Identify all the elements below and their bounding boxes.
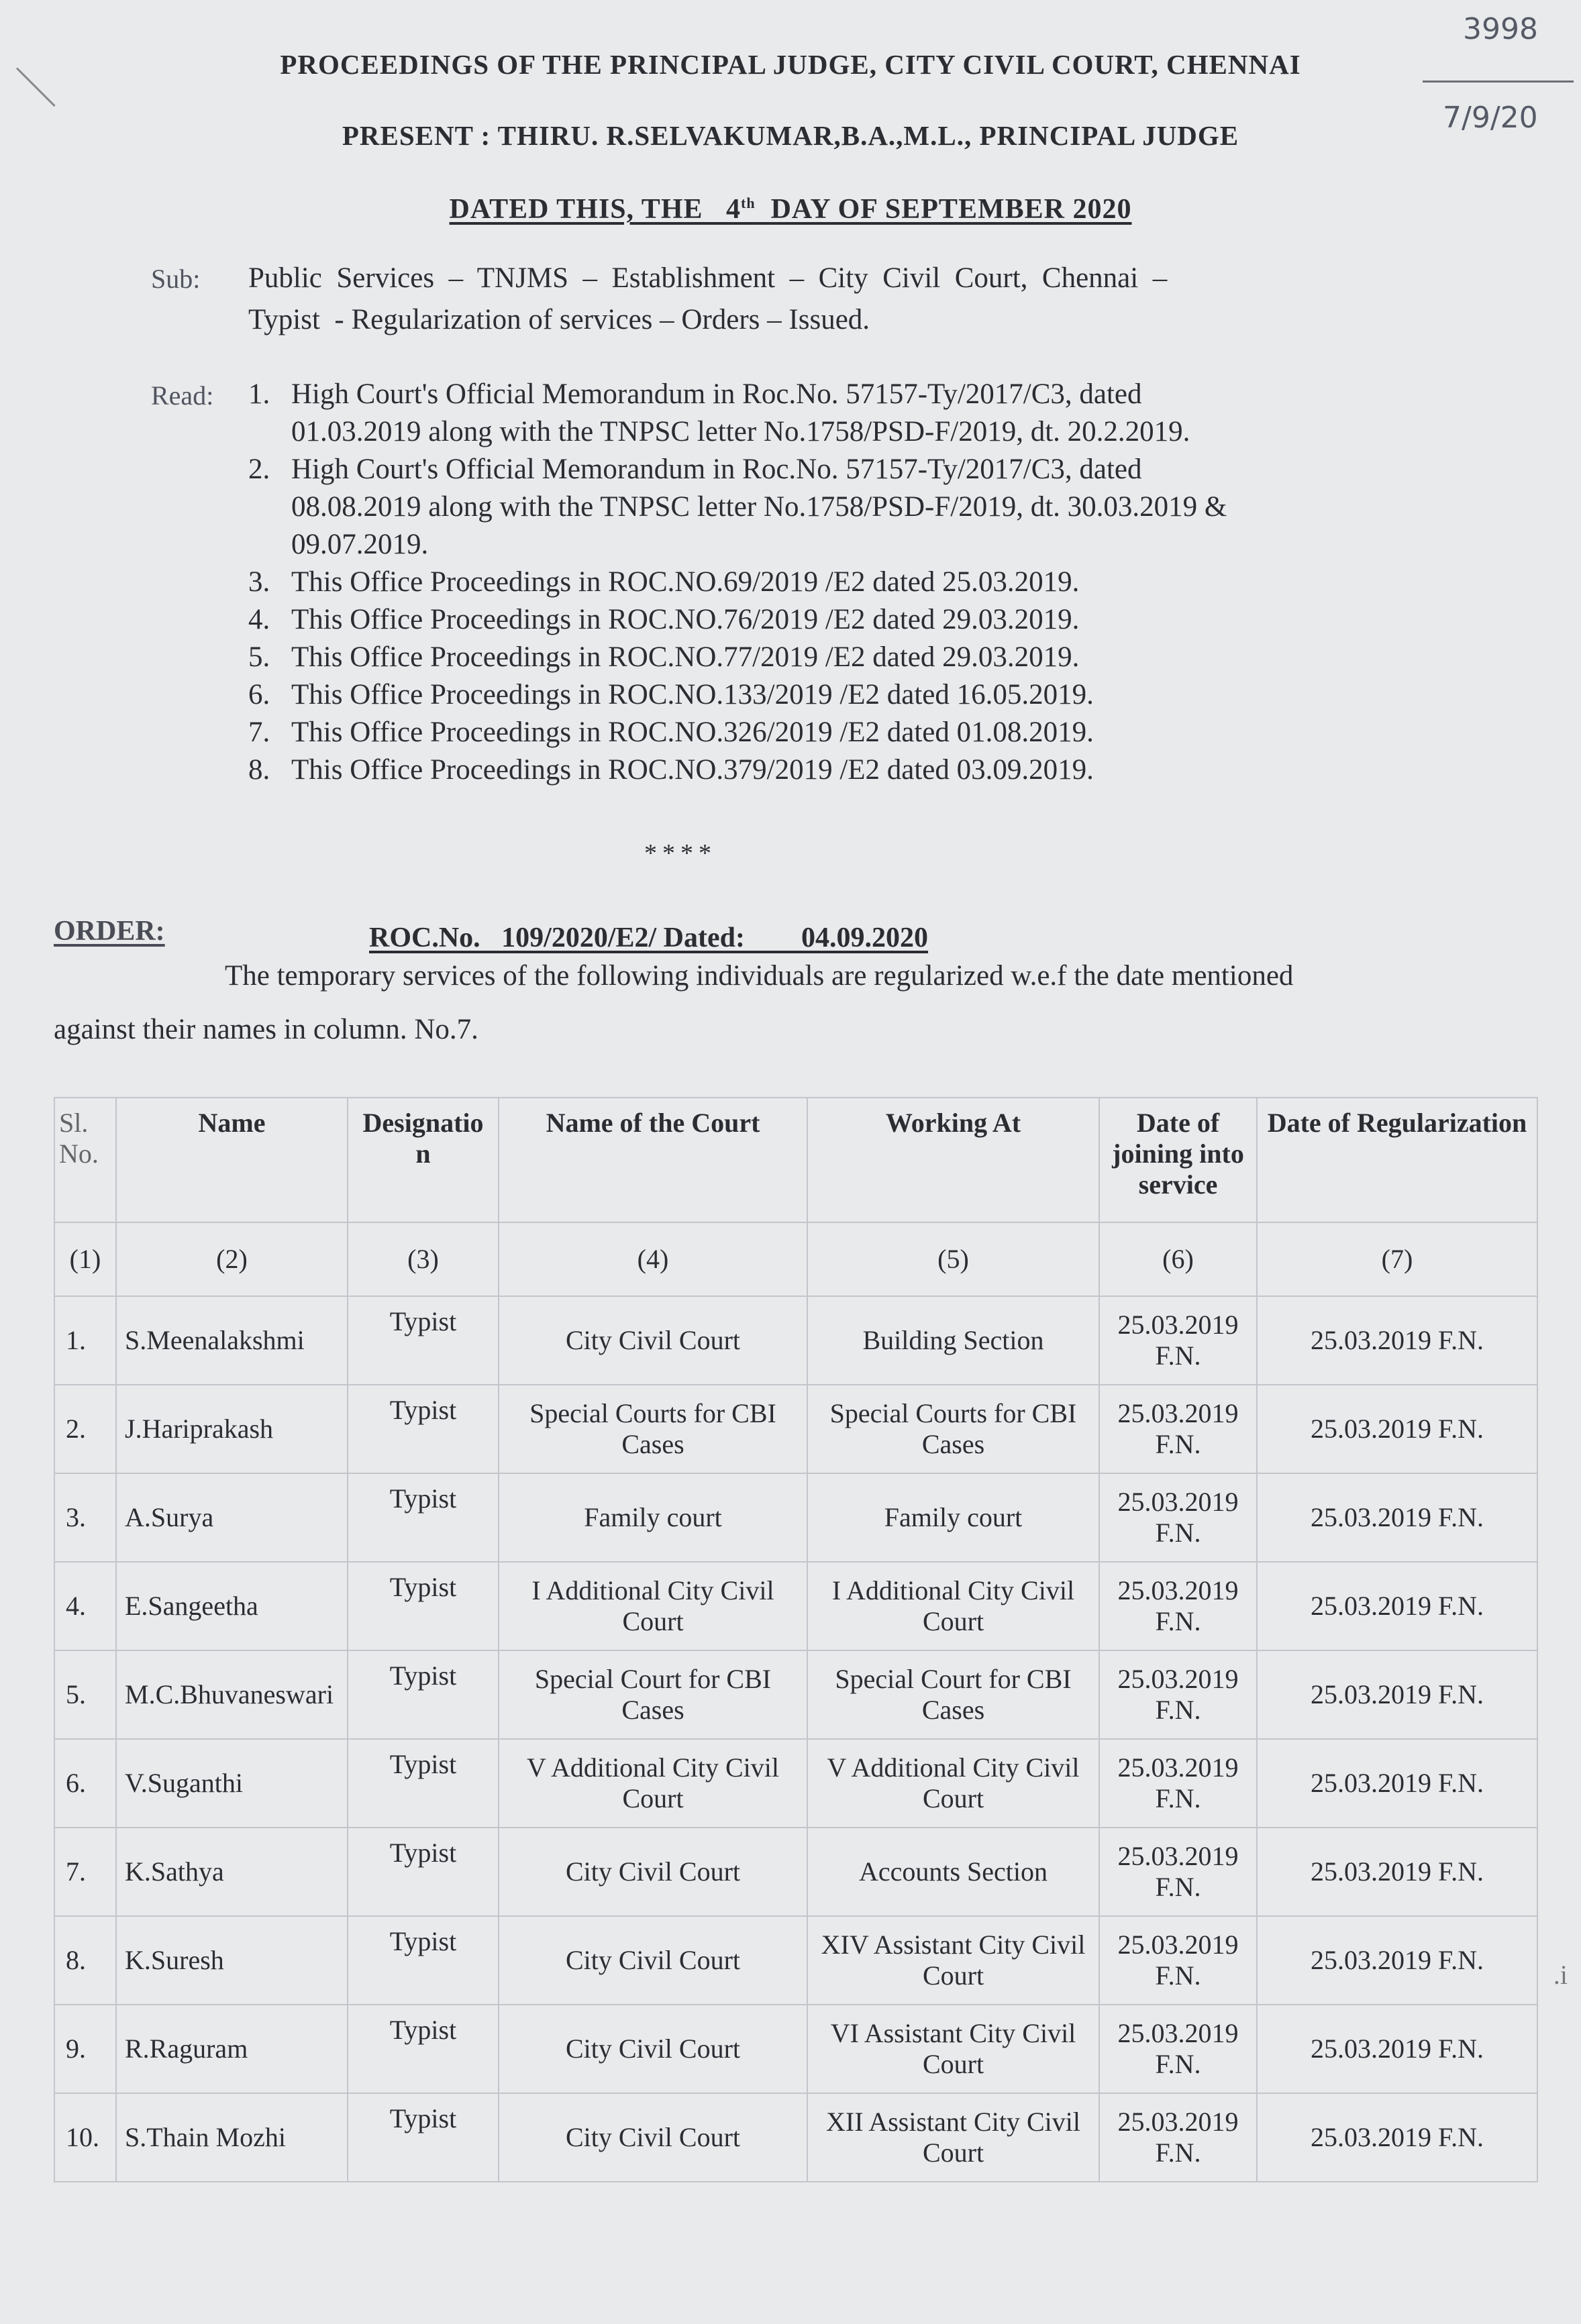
dated-day: 4	[726, 194, 741, 225]
subject-label: Sub:	[151, 264, 201, 294]
cell-name: S.Meenalakshmi	[116, 1296, 348, 1385]
table-number-row	[54, 1222, 1537, 1296]
cell-name: M.C.Bhuvaneswari	[116, 1650, 348, 1739]
cell-name: S.Thain Mozhi	[116, 2093, 348, 2182]
dated-pre: DATED THIS, THE	[449, 194, 703, 225]
cell-name: V.Suganthi	[116, 1739, 348, 1828]
cell-sl-no: 3.	[54, 1473, 116, 1562]
cell-joining-date: 25.03.2019 F.N.	[1099, 1650, 1257, 1739]
cell-name: R.Raguram	[116, 2005, 348, 2093]
regularization-table	[54, 1097, 1538, 2182]
cell-regularization-date: 25.03.2019 F.N.	[1257, 1828, 1537, 1916]
cell-sl-no: 2.	[54, 1385, 116, 1473]
col-number: (2)	[116, 1222, 348, 1296]
col-header-name: Name	[116, 1098, 348, 1222]
cell-joining-date: 25.03.2019 F.N.	[1099, 1828, 1257, 1916]
cell-designation: Typist	[348, 1296, 499, 1385]
col-header-regularization: Date of Regularization	[1257, 1098, 1537, 1222]
subject-line2: Typist - Regularization of services – Orders – Issued.	[248, 304, 870, 335]
cell-court: I Additional City Civil Court	[499, 1562, 807, 1650]
col-header-designation: Designatio n	[348, 1098, 499, 1222]
cell-working-at: XIV Assistant City Civil Court	[807, 1916, 1099, 2005]
cell-regularization-date: 25.03.2019 F.N.	[1257, 1650, 1537, 1739]
cell-name: J.Hariprakash	[116, 1385, 348, 1473]
cell-designation: Typist	[348, 1916, 499, 2005]
table-header-row	[54, 1098, 1537, 1222]
read-item: 1. High Court's Official Memorandum in Roc.No. 57157-Ty/2017/C3, dated 01.03.2019 along with the TNPSC letter No.1758/PSD-F/2019, dt. 20.2.2019.	[248, 378, 1190, 447]
read-label: Read:	[151, 380, 214, 411]
cell-designation: Typist	[348, 1828, 499, 1916]
cell-regularization-date: 25.03.2019 F.N.	[1257, 1296, 1537, 1385]
read-item: 8. This Office Proceedings in ROC.NO.379/2019 /E2 dated 03.09.2019.	[248, 754, 1094, 786]
cell-court: Special Court for CBI Cases	[499, 1650, 807, 1739]
table-row	[54, 1473, 1537, 1562]
cell-court: Family court	[499, 1473, 807, 1562]
dated-sup: th	[741, 195, 756, 211]
read-list	[248, 376, 1255, 789]
cell-name: K.Suresh	[116, 1916, 348, 2005]
col-header-sl: Sl. No.	[54, 1098, 116, 1222]
cell-court: City Civil Court	[499, 1916, 807, 2005]
cell-court: Special Courts for CBI Cases	[499, 1385, 807, 1473]
cell-working-at: Accounts Section	[807, 1828, 1099, 1916]
order-line1: The temporary services of the following individuals are regularized w.e.f the date mentioned	[225, 960, 1294, 992]
cell-sl-no: 8.	[54, 1916, 116, 2005]
table-row	[54, 1828, 1537, 1916]
order-date: 04.09.2020	[801, 922, 928, 953]
table-row	[54, 2005, 1537, 2093]
read-item: 3. This Office Proceedings in ROC.NO.69/2019 /E2 dated 25.03.2019.	[248, 566, 1080, 598]
table-row	[54, 1650, 1537, 1739]
cell-joining-date: 25.03.2019 F.N.	[1099, 1296, 1257, 1385]
cell-regularization-date: 25.03.2019 F.N.	[1257, 1916, 1537, 2005]
cell-regularization-date: 25.03.2019 F.N.	[1257, 2093, 1537, 2182]
header-dated	[0, 193, 1581, 225]
cell-joining-date: 25.03.2019 F.N.	[1099, 1473, 1257, 1562]
col-number: (4)	[499, 1222, 807, 1296]
cell-joining-date: 25.03.2019 F.N.	[1099, 1739, 1257, 1828]
read-item: 4. This Office Proceedings in ROC.NO.76/2019 /E2 dated 29.03.2019.	[248, 604, 1080, 635]
col-header-joining: Date of joining into service	[1099, 1098, 1257, 1222]
col-header-working-at: Working At	[807, 1098, 1099, 1222]
cell-court: City Civil Court	[499, 1828, 807, 1916]
cell-name: E.Sangeetha	[116, 1562, 348, 1650]
cell-court: City Civil Court	[499, 1296, 807, 1385]
col-number: (6)	[1099, 1222, 1257, 1296]
cell-name: K.Sathya	[116, 1828, 348, 1916]
cell-working-at: I Additional City Civil Court	[807, 1562, 1099, 1650]
cell-joining-date: 25.03.2019 F.N.	[1099, 1385, 1257, 1473]
cell-designation: Typist	[348, 1473, 499, 1562]
handwritten-number: 3998	[1463, 12, 1538, 46]
col-number: (5)	[807, 1222, 1099, 1296]
cell-working-at: VI Assistant City Civil Court	[807, 2005, 1099, 2093]
table-row	[54, 1562, 1537, 1650]
col-number: (1)	[54, 1222, 116, 1296]
cell-joining-date: 25.03.2019 F.N.	[1099, 2005, 1257, 2093]
cell-designation: Typist	[348, 2005, 499, 2093]
cell-sl-no: 6.	[54, 1739, 116, 1828]
cell-regularization-date: 25.03.2019 F.N.	[1257, 1562, 1537, 1650]
cell-name: A.Surya	[116, 1473, 348, 1562]
cell-designation: Typist	[348, 1385, 499, 1473]
cell-regularization-date: 25.03.2019 F.N.	[1257, 2005, 1537, 2093]
col-number: (7)	[1257, 1222, 1537, 1296]
cell-working-at: Building Section	[807, 1296, 1099, 1385]
cell-joining-date: 25.03.2019 F.N.	[1099, 1562, 1257, 1650]
cell-designation: Typist	[348, 1650, 499, 1739]
order-line2: against their names in column. No.7.	[54, 1014, 478, 1045]
cell-regularization-date: 25.03.2019 F.N.	[1257, 1739, 1537, 1828]
table-row	[54, 1739, 1537, 1828]
cell-regularization-date: 25.03.2019 F.N.	[1257, 1385, 1537, 1473]
order-roc: ROC.No. 109/2020/E2/ Dated: 04.09.2020	[369, 922, 928, 953]
table-row	[54, 1385, 1537, 1473]
read-item: 2. High Court's Official Memorandum in Roc.No. 57157-Ty/2017/C3, dated 08.08.2019 along with the TNPSC letter No.1758/PSD-F/2019, dt. 30.03.2019 & 09.07.2019.	[248, 454, 1227, 560]
cell-court: City Civil Court	[499, 2093, 807, 2182]
header-present: PRESENT : THIRU. R.SELVAKUMAR,B.A.,M.L., PRINCIPAL JUDGE	[342, 120, 1239, 151]
cell-working-at: XII Assistant City Civil Court	[807, 2093, 1099, 2182]
cell-joining-date: 25.03.2019 F.N.	[1099, 2093, 1257, 2182]
cell-sl-no: 10.	[54, 2093, 116, 2182]
read-item: 6. This Office Proceedings in ROC.NO.133/2019 /E2 dated 16.05.2019.	[248, 679, 1094, 710]
handwritten-divider	[1423, 81, 1574, 83]
order-label: ORDER:	[54, 916, 165, 947]
cell-sl-no: 1.	[54, 1296, 116, 1385]
margin-mark: .i	[1553, 1960, 1568, 1990]
cell-working-at: Family court	[807, 1473, 1099, 1562]
table-row	[54, 2093, 1537, 2182]
cell-court: City Civil Court	[499, 2005, 807, 2093]
cell-working-at: V Additional City Civil Court	[807, 1739, 1099, 1828]
col-number: (3)	[348, 1222, 499, 1296]
cell-court: V Additional City Civil Court	[499, 1739, 807, 1828]
read-item: 7. This Office Proceedings in ROC.NO.326/2019 /E2 dated 01.08.2019.	[248, 717, 1094, 748]
subject-line1: Public Services – TNJMS – Establishment – City Civil Court, Chennai –	[248, 262, 1168, 294]
col-header-court: Name of the Court	[499, 1098, 807, 1222]
cell-sl-no: 5.	[54, 1650, 116, 1739]
handwritten-date: 7/9/20	[1443, 101, 1538, 135]
cell-joining-date: 25.03.2019 F.N.	[1099, 1916, 1257, 2005]
cell-regularization-date: 25.03.2019 F.N.	[1257, 1473, 1537, 1562]
cell-sl-no: 4.	[54, 1562, 116, 1650]
cell-designation: Typist	[348, 1562, 499, 1650]
cell-designation: Typist	[348, 1739, 499, 1828]
cell-designation: Typist	[348, 2093, 499, 2182]
table-row	[54, 1916, 1537, 2005]
cell-sl-no: 7.	[54, 1828, 116, 1916]
cell-working-at: Special Courts for CBI Cases	[807, 1385, 1099, 1473]
header-title: PROCEEDINGS OF THE PRINCIPAL JUDGE, CITY CIVIL COURT, CHENNAI	[280, 49, 1301, 80]
table-row	[54, 1296, 1537, 1385]
separator-stars: ****	[644, 839, 717, 867]
cell-working-at: Special Court for CBI Cases	[807, 1650, 1099, 1739]
read-item: 5. This Office Proceedings in ROC.NO.77/2019 /E2 dated 29.03.2019.	[248, 641, 1080, 673]
dated-post: DAY OF SEPTEMBER 2020	[770, 194, 1132, 225]
cell-sl-no: 9.	[54, 2005, 116, 2093]
